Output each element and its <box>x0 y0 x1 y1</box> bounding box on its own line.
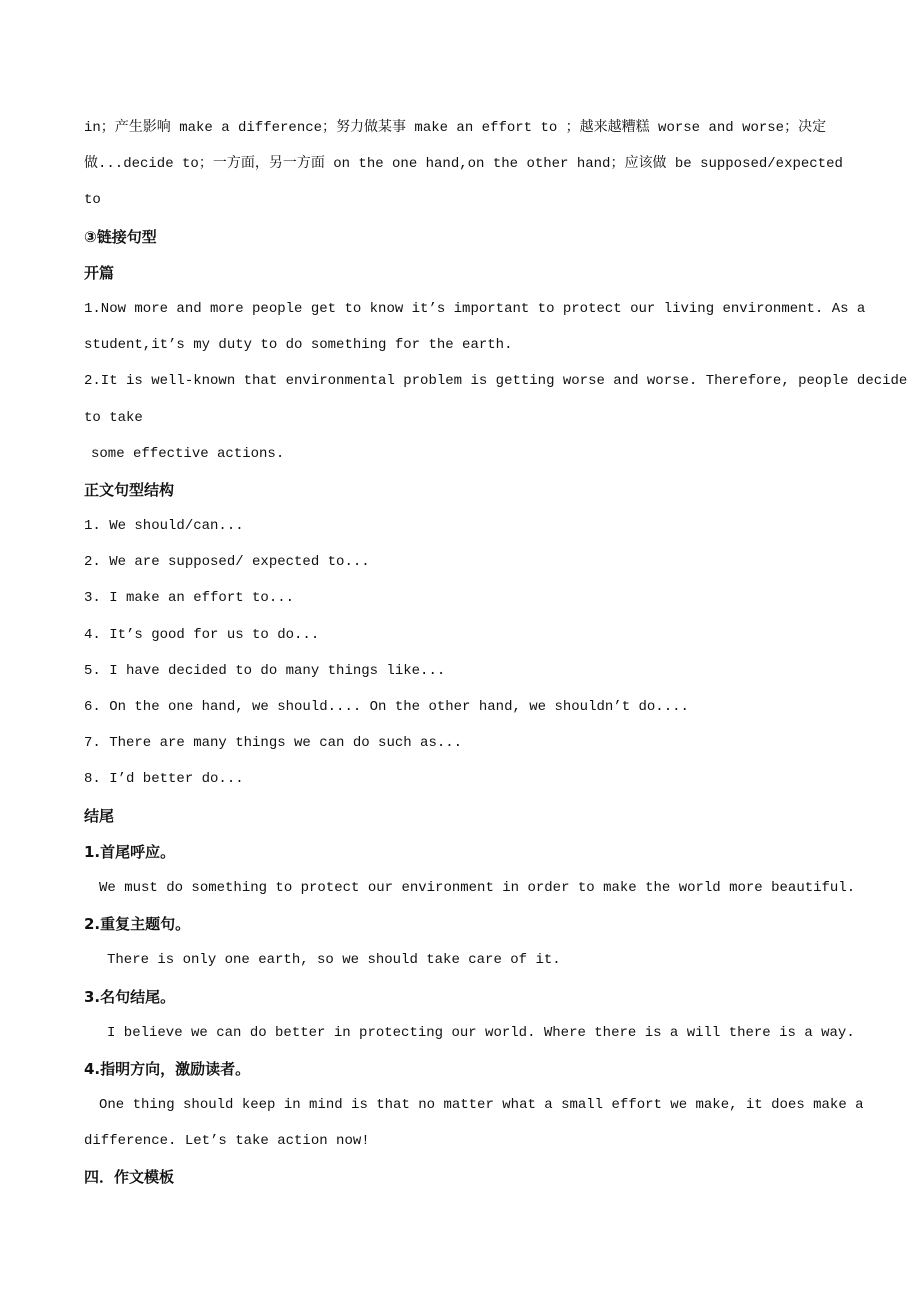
ending-label: 2.重复主题句。 <box>84 915 191 934</box>
ending-text: difference. Let’s take action now! <box>84 1133 370 1150</box>
ending-label: 1.首尾呼应。 <box>84 842 176 861</box>
body-item: 5. I have decided to do many things like... <box>84 662 446 679</box>
opening-line: 1.Now more and more people get to know it’s important to protect our living environment. As a <box>84 300 866 317</box>
ending-label: 4.指明方向，激励读者。 <box>84 1059 251 1078</box>
body-item: 3. I make an effort to... <box>84 590 295 607</box>
body-item: 7. There are many things we can do such as... <box>84 735 463 752</box>
opening-heading: 开篇 <box>84 263 115 282</box>
opening-line: student,it’s my duty to do something for the earth. <box>84 337 513 354</box>
opening-line: some effective actions. <box>91 445 285 462</box>
body-item: 4. It’s good for us to do... <box>84 626 320 643</box>
ending-label: 3.名句结尾。 <box>84 987 176 1006</box>
ending-text: One thing should keep in mind is that no matter what a small effort we make, it does make a <box>99 1097 864 1114</box>
intro-line: in；产生影响 make a difference；努力做某事 make an effort to ；越来越糟糕 worse and worse；决定 <box>84 120 827 136</box>
body-item: 8. I’d better do... <box>84 771 244 788</box>
intro-line: to <box>84 192 101 209</box>
body-item: 2. We are supposed/ expected to... <box>84 554 370 571</box>
ending-heading: 结尾 <box>84 806 115 825</box>
body-heading: 正文句型结构 <box>84 480 175 499</box>
next-section-title: 四．作文模板 <box>84 1168 175 1187</box>
ending-text: We must do something to protect our environment in order to make the world more beautiful. <box>99 879 856 896</box>
intro-line: 做...decide to；一方面，另一方面 on the one hand,on the other hand；应该做 be supposed/expected <box>84 156 843 173</box>
ending-text: There is only one earth, so we should take care of it. <box>107 952 561 969</box>
body-item: 6. On the one hand, we should.... On the other hand, we shouldn’t do.... <box>84 699 689 715</box>
body-item: 1. We should/can... <box>84 518 244 535</box>
document-page <box>84 110 908 1196</box>
opening-line: to take <box>84 409 143 426</box>
ending-text: I believe we can do better in protecting our world. Where there is a will there is a way. <box>107 1024 855 1041</box>
section-title: ③链接句型 <box>84 227 157 246</box>
opening-line: 2.It is well-known that environmental problem is getting worse and worse. Therefore, people decide <box>84 373 908 390</box>
